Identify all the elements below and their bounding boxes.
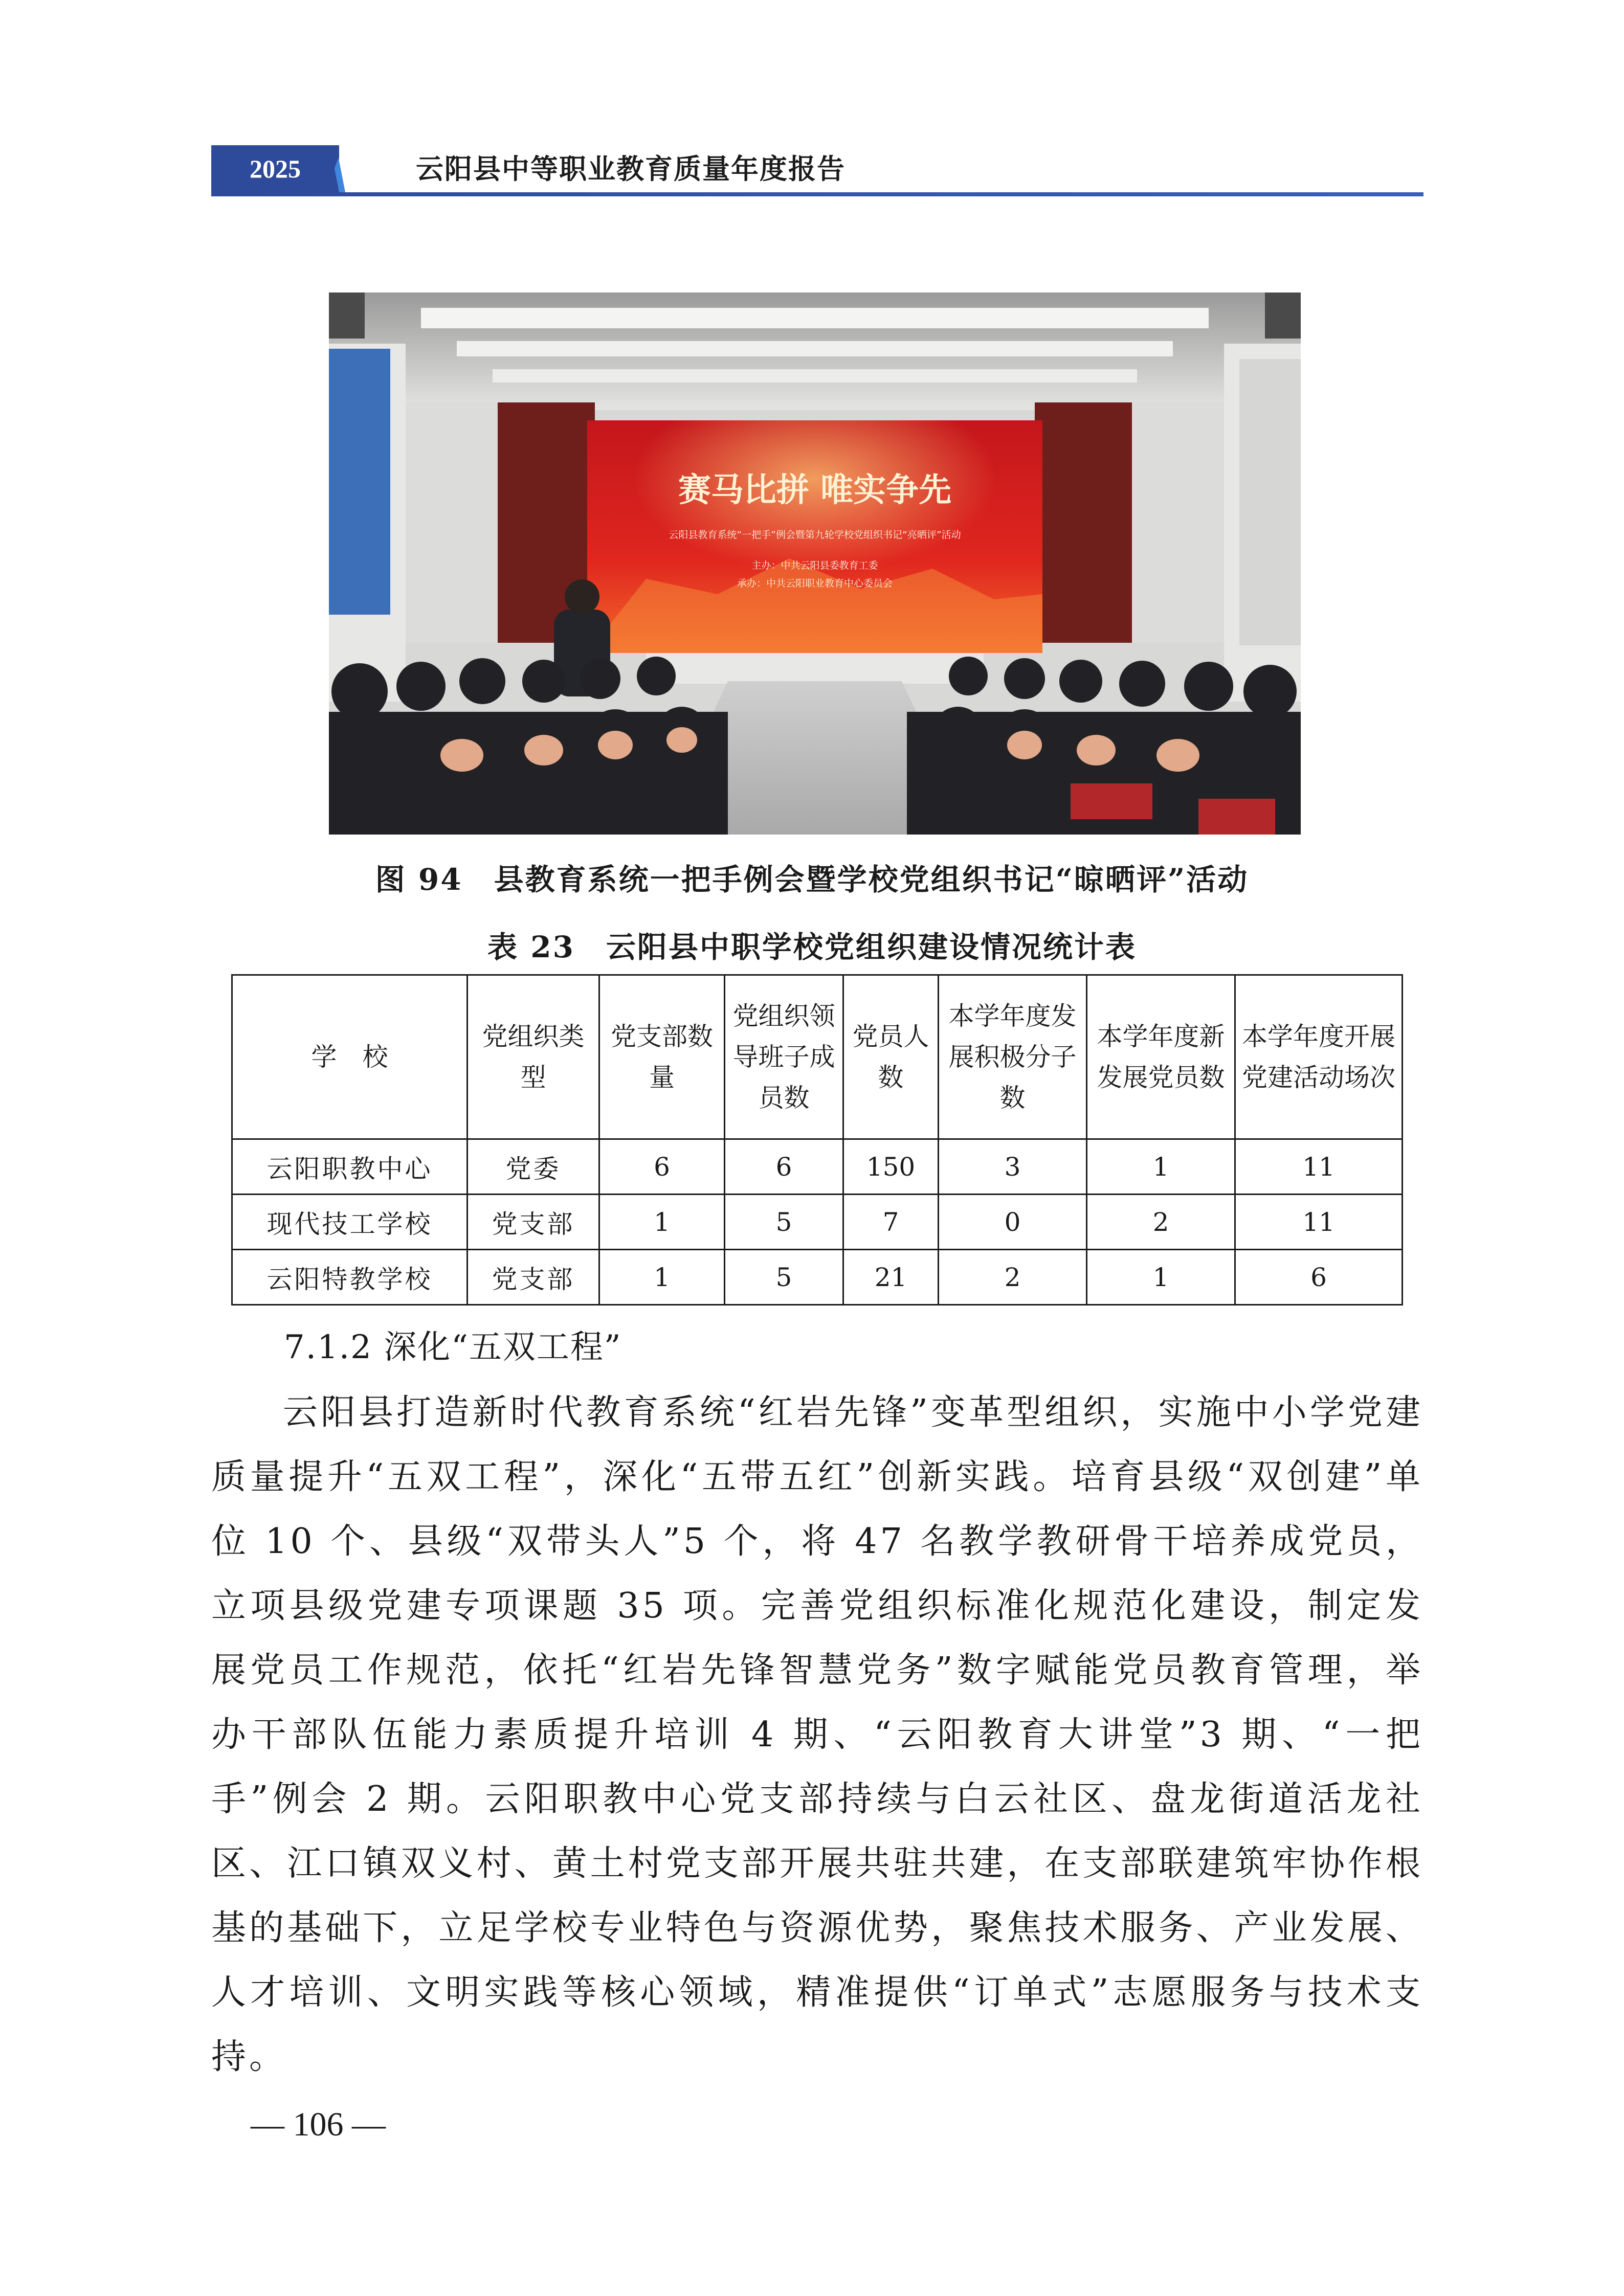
cell-branch-count: 1: [599, 1250, 725, 1305]
cell-member-count: 7: [843, 1195, 939, 1250]
page-header: [211, 145, 1423, 196]
section-heading: 7.1.2 深化“五双工程”: [284, 1329, 622, 1366]
cell-activist-count: 3: [939, 1139, 1087, 1195]
header-rule: [211, 192, 1423, 196]
cell-activist-count: 2: [939, 1250, 1087, 1305]
cell-activity-count: 6: [1235, 1250, 1403, 1305]
header-org-type: 党组织类型: [468, 975, 599, 1139]
header-leadership-count: 党组织领导班子成员数: [725, 975, 843, 1139]
report-title: 云阳县中等职业教育质量年度报告: [416, 152, 846, 185]
cell-activity-count: 11: [1235, 1195, 1403, 1250]
header-activity-count: 本学年度开展党建活动场次: [1235, 975, 1403, 1139]
header-member-count: 党员人数: [843, 975, 939, 1139]
screen-title: 赛马比拼 唯实争先: [678, 471, 952, 509]
cell-school: 云阳特教学校: [232, 1250, 468, 1305]
screen-organizer: 承办：中共云阳职业教育中心委员会: [737, 578, 893, 589]
cell-org-type: 党支部: [468, 1195, 599, 1250]
table-row: [232, 1195, 1403, 1250]
screen-subtitle: 云阳县教育系统“一把手”例会暨第九轮学校党组织书记“亮晒评”活动: [669, 529, 961, 541]
table-header-row: [232, 975, 1403, 1139]
cell-school: 现代技工学校: [232, 1195, 468, 1250]
report-year-tab: 2025: [211, 145, 339, 192]
meeting-photo: [329, 292, 1301, 835]
cell-leadership-count: 6: [725, 1139, 843, 1195]
header-activist-count: 本学年度发展积极分子数: [939, 975, 1087, 1139]
cell-leadership-count: 5: [725, 1195, 843, 1250]
cell-member-count: 21: [843, 1250, 939, 1305]
page-number: — 106 —: [251, 2106, 386, 2143]
figure-caption: 图 94 县教育系统一把手例会暨学校党组织书记“晾晒评”活动: [375, 862, 1249, 897]
header-school: 学 校: [232, 975, 468, 1139]
cell-new-member-count: 1: [1087, 1250, 1235, 1305]
cell-org-type: 党支部: [468, 1250, 599, 1305]
cell-org-type: 党委: [468, 1139, 599, 1195]
table-caption: 表 23 云阳县中职学校党组织建设情况统计表: [487, 930, 1137, 964]
cell-member-count: 150: [843, 1139, 939, 1195]
cell-branch-count: 6: [599, 1139, 725, 1195]
cell-new-member-count: 2: [1087, 1195, 1235, 1250]
table-row: [232, 1139, 1403, 1195]
header-branch-count: 党支部数量: [599, 975, 725, 1139]
cell-leadership-count: 5: [725, 1250, 843, 1305]
table-row: [232, 1250, 1403, 1305]
cell-branch-count: 1: [599, 1195, 725, 1250]
header-new-member-count: 本学年度新发展党员数: [1087, 975, 1235, 1139]
screen-host: 主办：中共云阳县委教育工委: [751, 560, 878, 571]
cell-new-member-count: 1: [1087, 1139, 1235, 1195]
party-organization-table: [231, 974, 1403, 1305]
cell-activist-count: 0: [939, 1195, 1087, 1250]
cell-school: 云阳职教中心: [232, 1139, 468, 1195]
cell-activity-count: 11: [1235, 1139, 1403, 1195]
body-paragraph: 云阳县打造新时代教育系统“红岩先锋”变革型组织，实施中小学党建质量提升“五双工程”，深化“五带五红”创新实践。培育县级“双创建”单位 10 个、县级“双带头人”5 个，将 47 名教学教研骨干培养成党员，立项县级党建专项课题 35 项。完善党组织标准化规范化建设，制定发展党员工作规范，依托“红岩先锋智慧党务”数字赋能党员教育管理，举办干部队伍能力素质提升培训 4 期、“云阳教育大讲堂”3 期、“一把手”例会 2 期。云阳职教中心党支部持续与白云社区、盘龙街道活龙社区、江口镇双义村、黄土村党支部开展共驻共建，在支部联建筑牢协作根基的基础下，立足学校专业特色与资源优势，聚焦技术服务、产业发展、人才培训、文明实践等核心领域，精准提供“订单式”志愿服务与技术支持。: [211, 1392, 1423, 2077]
